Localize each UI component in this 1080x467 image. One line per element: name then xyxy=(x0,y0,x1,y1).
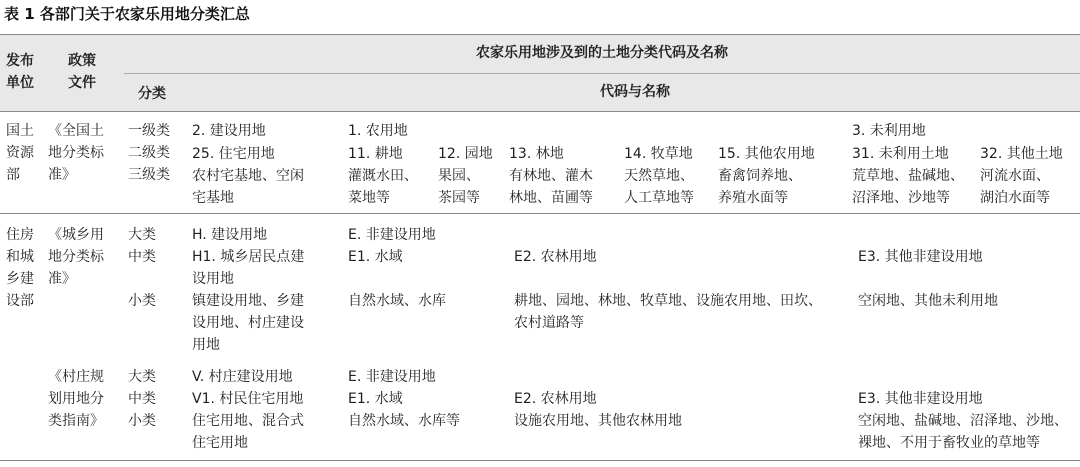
table-title: 表 1 各部门关于农家乐用地分类汇总 xyxy=(4,5,250,23)
s1-build-l3: 农村宅基地、空闲 宅基地 xyxy=(192,168,304,206)
s3-water-small: 自然水域、水库等 xyxy=(348,413,460,429)
bottom-rule xyxy=(0,460,1080,461)
s3-build-mid: V1. 村民住宅用地 xyxy=(192,391,304,407)
section2-levels-top: 大类 中类 xyxy=(128,227,156,265)
header-publisher: 发布 单位 xyxy=(6,53,34,91)
s2-water-small: 自然水域、水库 xyxy=(348,293,446,309)
section1-dept: 国土 资源 部 xyxy=(6,123,34,183)
s3-build-big: V. 村庄建设用地 xyxy=(192,369,293,385)
header-class: 分类 xyxy=(138,86,166,102)
s2-build-mid: H1. 城乡居民点建 设用地 xyxy=(192,249,305,287)
top-rule xyxy=(0,34,1080,35)
s1-arable-l2: 11. 耕地 xyxy=(348,146,403,162)
s1-pasture-l3: 天然草地、 人工草地等 xyxy=(624,168,694,206)
s1-build-l2: 25. 住宅用地 xyxy=(192,146,275,162)
section-rule-1 xyxy=(0,213,1080,214)
header-policy: 政策 文件 xyxy=(68,53,96,91)
section2-dept: 住房 和城 乡建 设部 xyxy=(6,227,34,309)
s1-pasture-l2: 14. 牧草地 xyxy=(624,146,693,162)
s3-other-mid: E3. 其他非建设用地 xyxy=(858,391,983,407)
header-inner-rule xyxy=(124,73,1080,74)
s3-nonbuild-big: E. 非建设用地 xyxy=(348,369,436,385)
s1-forest-l2: 13. 林地 xyxy=(509,146,564,162)
s1-unused-a-l3: 荒草地、盐碱地、 沼泽地、沙地等 xyxy=(852,168,964,206)
s1-arable-l3: 灌溉水田、 菜地等 xyxy=(348,168,418,206)
section1-levels: 一级类 二级类 三级类 xyxy=(128,123,170,183)
s1-forest-l3: 有林地、灌木 林地、苗圃等 xyxy=(509,168,593,206)
s3-agri-mid: E2. 农林用地 xyxy=(514,391,597,407)
s2-build-small: 镇建设用地、乡建 设用地、村庄建设 用地 xyxy=(192,293,304,353)
s1-build-l1: 2. 建设用地 xyxy=(192,123,266,139)
header-group-title: 农家乐用地涉及到的土地分类代码及名称 xyxy=(476,45,728,61)
header-code-name: 代码与名称 xyxy=(600,84,670,100)
s1-otherfarm-l3: 畜禽饲养地、 养殖水面等 xyxy=(718,168,802,206)
s1-garden-l2: 12. 园地 xyxy=(438,146,493,162)
section3-levels: 大类 中类 小类 xyxy=(128,369,156,429)
s2-build-big: H. 建设用地 xyxy=(192,227,268,243)
s3-water-mid: E1. 水域 xyxy=(348,391,403,407)
s1-unused-b-l3: 河流水面、 湖泊水面等 xyxy=(980,168,1050,206)
s1-otherfarm-l2: 15. 其他农用地 xyxy=(718,146,815,162)
s1-unused-a-l2: 31. 未利用土地 xyxy=(852,146,949,162)
s2-other-mid: E3. 其他非建设用地 xyxy=(858,249,983,265)
s3-agri-small: 设施农用地、其他农林用地 xyxy=(514,413,682,429)
section2-doc: 《城乡用 地分类标 准》 xyxy=(48,227,104,287)
s2-nonbuild-big: E. 非建设用地 xyxy=(348,227,436,243)
s1-unused-l1: 3. 未利用地 xyxy=(852,123,926,139)
section1-doc: 《全国土 地分类标 准》 xyxy=(48,123,104,183)
s3-other-small: 空闲地、盐碱地、沼泽地、沙地、 裸地、不用于畜牧业的草地等 xyxy=(858,413,1068,451)
s3-build-small: 住宅用地、混合式 住宅用地 xyxy=(192,413,304,451)
s2-other-small: 空闲地、其他未利用地 xyxy=(858,293,998,309)
s2-agri-mid: E2. 农林用地 xyxy=(514,249,597,265)
s1-farm-l1: 1. 农用地 xyxy=(348,123,408,139)
section3-doc: 《村庄规 划用地分 类指南》 xyxy=(48,369,104,429)
s1-garden-l3: 果园、 茶园等 xyxy=(438,168,480,206)
s2-agri-small: 耕地、园地、林地、牧草地、设施农用地、田坎、 农村道路等 xyxy=(514,293,822,331)
s1-unused-b-l2: 32. 其他土地 xyxy=(980,146,1063,162)
s2-water-mid: E1. 水域 xyxy=(348,249,403,265)
header-bottom-rule xyxy=(0,111,1080,112)
section2-level-small: 小类 xyxy=(128,293,156,309)
